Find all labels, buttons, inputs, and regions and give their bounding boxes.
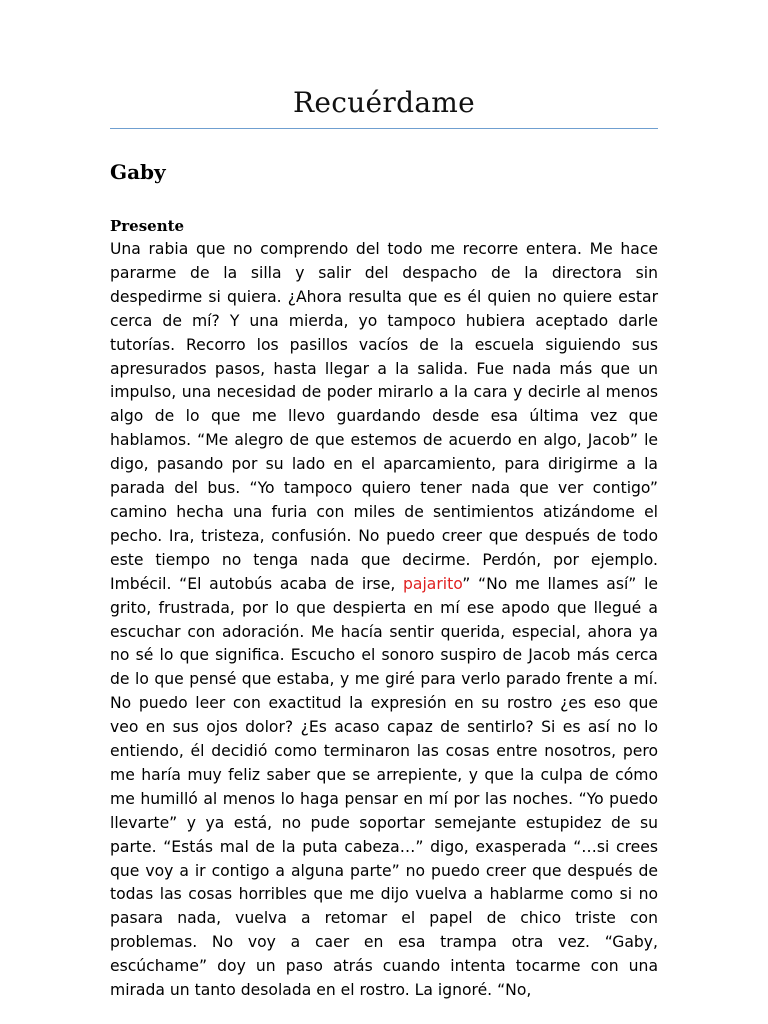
chapter-heading: Gaby bbox=[110, 160, 166, 184]
highlighted-word: pajarito bbox=[403, 574, 463, 593]
paragraph-text-part2: ” “No me llames así” le grito, frustrada, por lo que despierta en mí ese apodo que llegué a escuchar con adoración. Me hacía sentir querida, especial, ahora ya no sé lo que significa. Escucho el sonoro suspiro de Jacob más cerca de lo que pensé que estaba, y me giré para verlo parado frente a mí. No puedo leer con exactitud la expresión en su rostro ¿es eso que veo en sus ojos dolor? ¿Es acaso capaz de sentirlo? Si es así no lo entiendo, él decidió como terminaron las cosas entre nosotros, pero me haría muy feliz saber que se arrepiente, y que la culpa de cómo me humilló al menos lo haga pensar en mí por las noches. “Yo puedo llevarte” y ya está, no pude soportar semejante estupidez de su parte. “Estás mal de la puta cabeza…” digo, exasperada “…si crees que voy a ir contigo a alguna parte” no puedo creer que después de todas las cosas horribles que me dijo vuelva a hablarme como si no pasara nada, vuelva a retomar el papel de chico triste con problemas. No voy a caer en esa trampa otra vez. “Gaby, escúchame” doy un paso atrás cuando intenta tocarme con una mirada un tanto desolada en el rostro. La ignoré. “No, bbox=[110, 574, 659, 1000]
title-underline bbox=[110, 128, 658, 129]
paragraph-text-part1: Una rabia que no comprendo del todo me recorre entera. Me hace pararme de la silla y salir del despacho de la directora sin despedirme si quiera. ¿Ahora resulta que es él quien no quiere estar cerca de mí? Y una mierda, yo tampoco hubiera aceptado darle tutorías. Recorro los pasillos vacíos de la escuela siguiendo sus apresurados pasos, hasta llegar a la salida. Fue nada más que un impulso, una necesidad de poder mirarlo a la cara y decirle al menos algo de lo que me llevo guardando desde esa última vez que hablamos. “Me alegro de que estemos de acuerdo en algo, Jacob” le digo, pasando por su lado en el aparcamiento, para dirigirme a la parada del bus. “Yo tampoco quiero tener nada que ver contigo” camino hecha una furia con miles de sentimientos atizándome el pecho. Ira, tristeza, confusión. No puedo creer que después de todo este tiempo no tenga nada que decirme. Perdón, por ejemplo. Imbécil. “El autobús acaba de irse, bbox=[110, 240, 658, 593]
body-paragraph bbox=[110, 238, 658, 1003]
document-title: Recuérdame bbox=[292, 86, 476, 119]
section-heading: Presente bbox=[110, 217, 185, 235]
